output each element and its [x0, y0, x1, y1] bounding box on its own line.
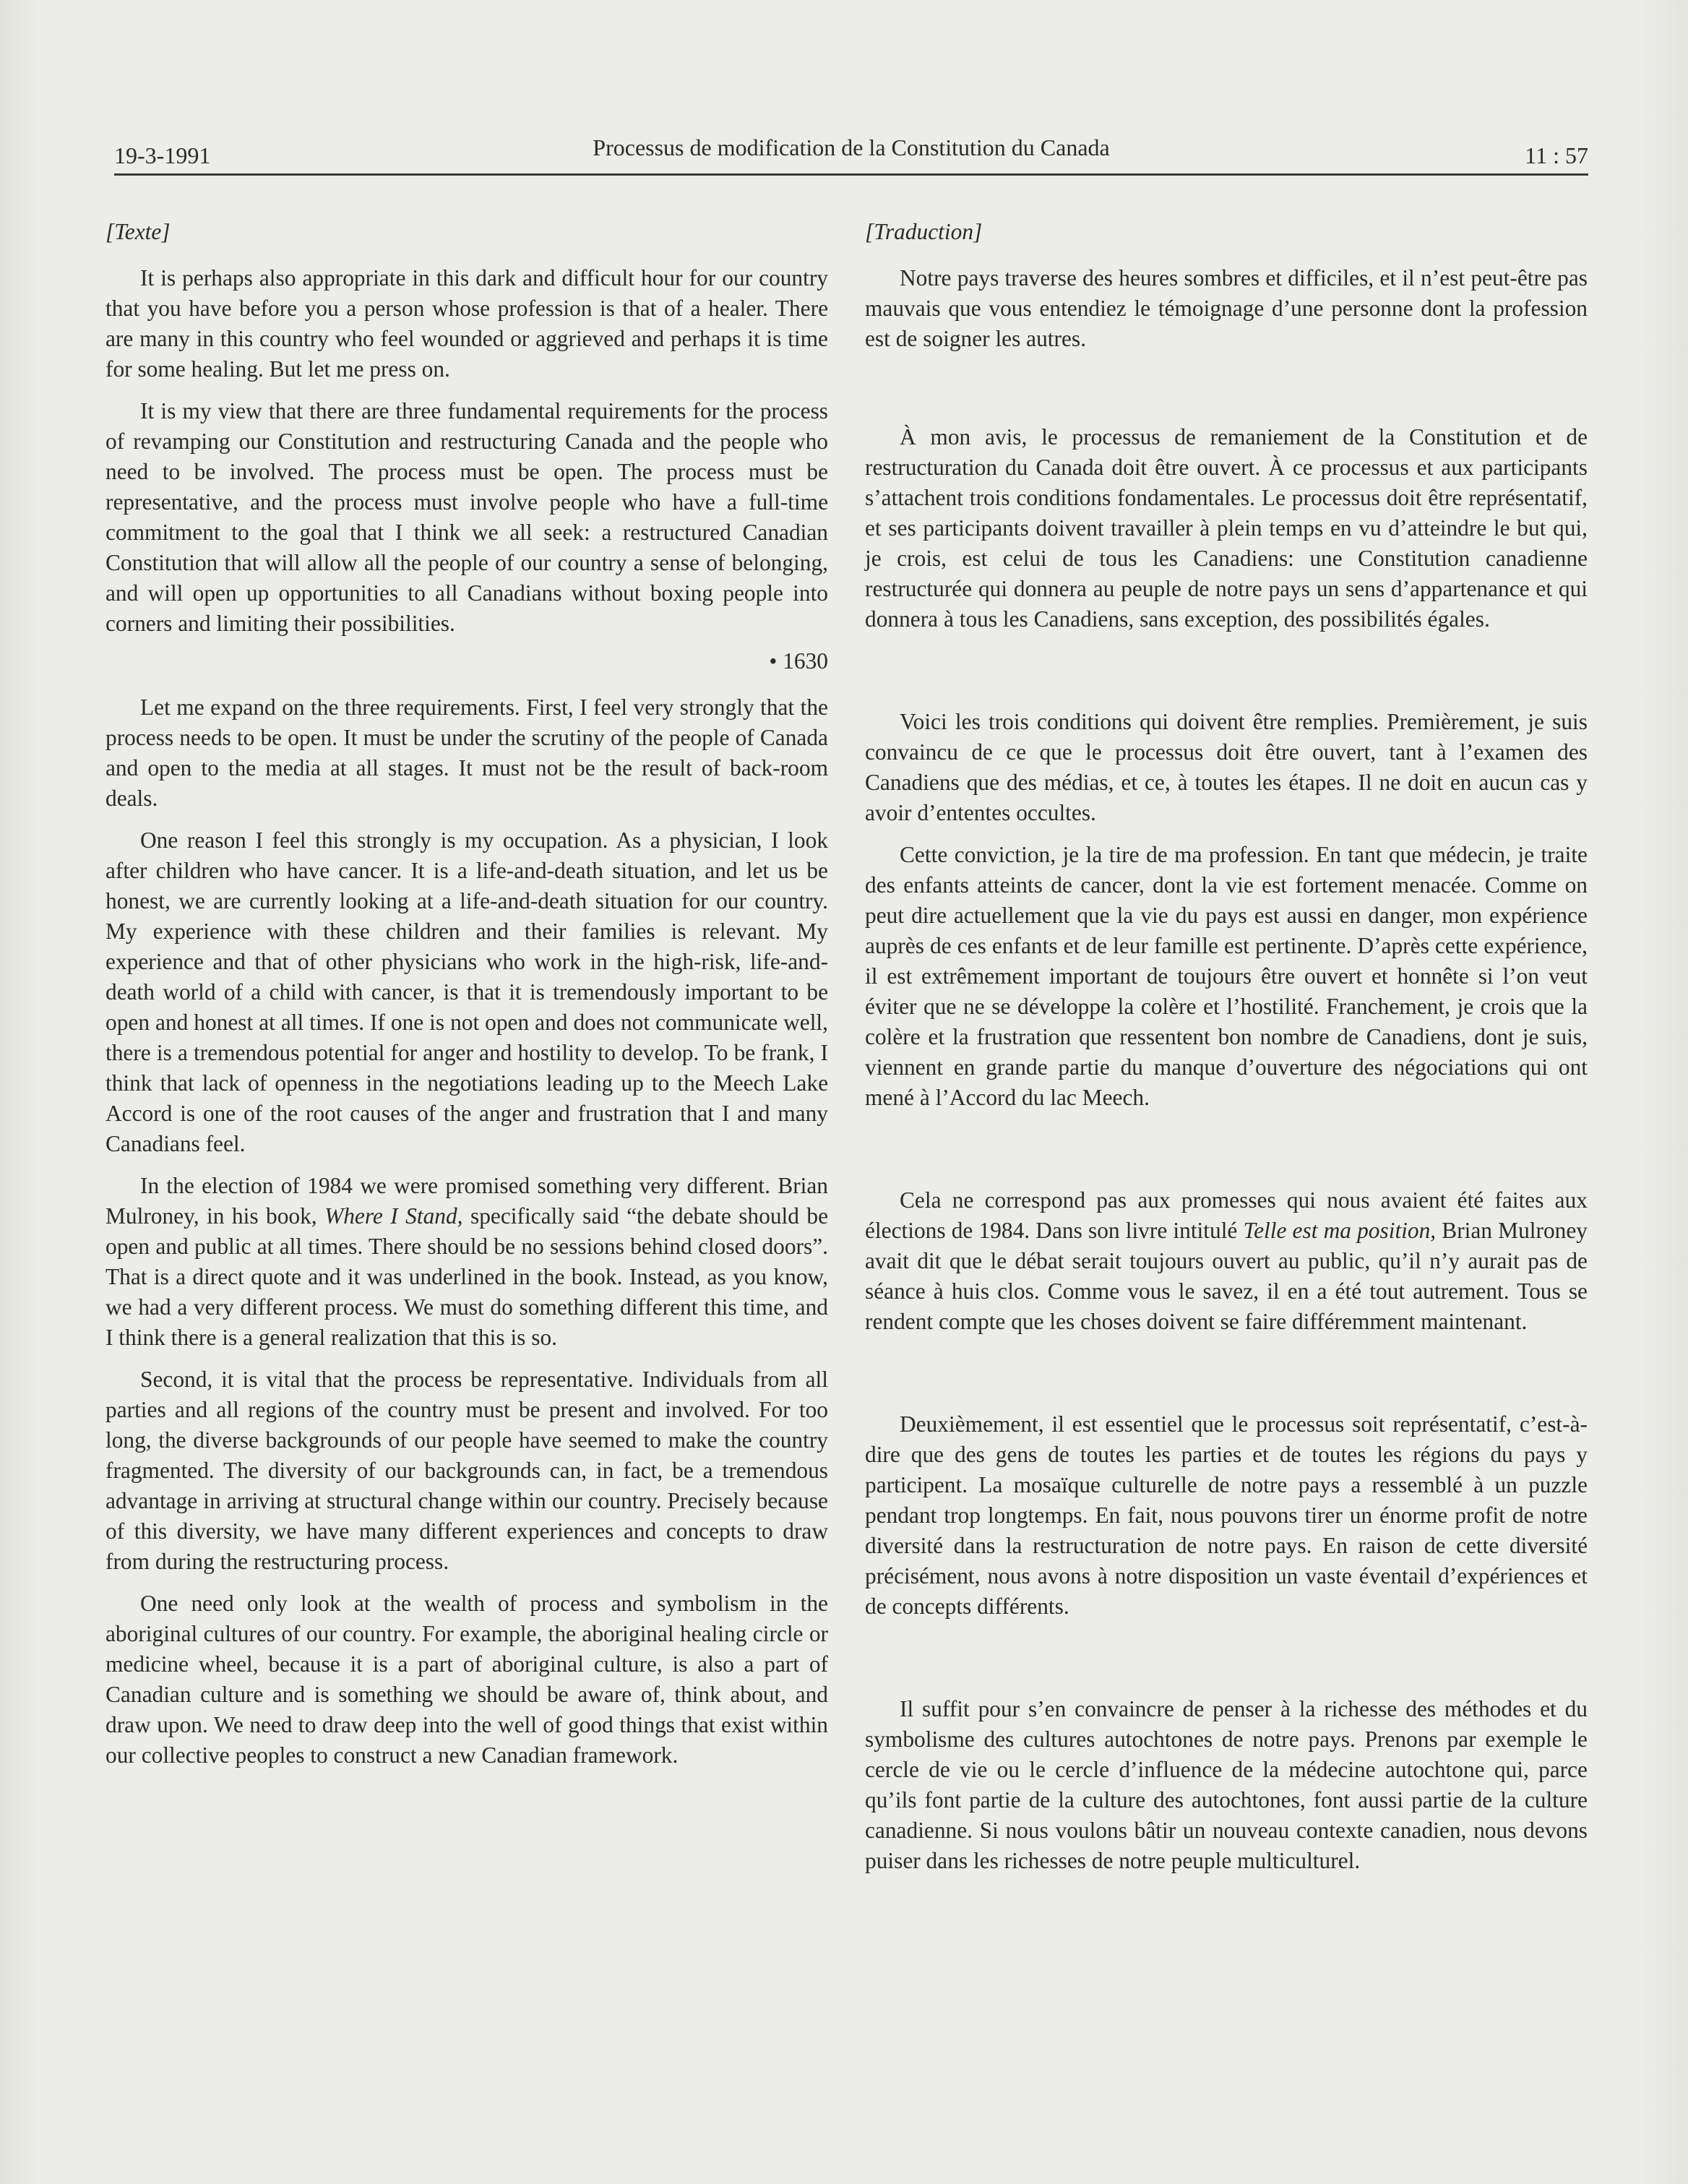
time-marker: • 1630 — [769, 648, 828, 674]
page-header — [114, 130, 1588, 176]
english-column — [106, 217, 828, 1771]
text-span: Brian Mulroney avait dit que le débat serait toujours ouvert au public, qu’il n’y aurait pas de séance à huis clos. Comme vous le savez, il en a été tout autrement. Tous se rendent compte que les choses doivent se faire différemment maintenant. — [865, 1218, 1588, 1334]
header-title: Processus de modification de la Constitution du Canada — [593, 134, 1110, 160]
paragraph: Notre pays traverse des heures sombres et difficiles, et il n’est peut-être pas mauvais que vous entendiez le témoignage d’une personne dont la profession est de soigner les autres. — [865, 265, 1588, 351]
header-date: 19-3-1991 — [114, 142, 211, 168]
column-label-traduction: [Traduction] — [865, 219, 983, 244]
paragraph — [106, 1171, 828, 1353]
paragraph — [865, 1185, 1588, 1337]
paragraph: Second, it is vital that the process be representative. Individuals from all parties and all regions of the country must be present and involved. For too long, the diverse backgrounds of our people have seemed to make the country fragmented. The diversity of our backgrounds can, in fact, be a tremendous advantage in arriving at structural change within our country. Precisely because of this diversity, we have many different experiences and concepts to draw from during the restructuring process. — [106, 1367, 828, 1574]
paragraph: Deuxièmement, il est essentiel que le processus soit représentatif, c’est-à-dire que des gens de toutes les parties et de toutes les régions du pays y participent. La mosaïque culturelle de notre pays a ressemblé à un puzzle pendant trop longtemps. En fait, nous pouvons tirer un énorme profit de notre diversité dans la restructuration de notre pays. En raison de cette diversité précisément, nous avons à notre disposition un vaste éventail d’expériences et de concepts différents. — [865, 1411, 1588, 1619]
paragraph: Cette conviction, je la tire de ma profession. En tant que médecin, je traite des enfants atteints de cancer, dont la vie est fortement menacée. Comme on peut dire actuellement que la vie du pays est aussi en danger, mon expérience auprès de ces enfants et de leur famille est pertinente. D’après cette expérience, il est extrêmement important de toujours être ouvert et honnête si l’on veut éviter que ne se développe la colère et l’hostilité. Franchement, je crois que la colère et la frustration que ressentent bon nombre de Canadiens, dont je suis, viennent en grande partie du manque d’ouverture des négociations qui ont mené à l’Accord du lac Meech. — [865, 842, 1588, 1110]
paragraph: Il suffit pour s’en convaincre de penser à la richesse des méthodes et du symbolisme des cultures autochtones de notre pays. Prenons par exemple le cercle de vie ou le cercle d’influence de la médecine autochtone qui, parce qu’ils font partie de la culture des autochtones, font aussi partie de la culture canadienne. Si nous voulons bâtir un nouveau contexte canadien, nous devons puiser dans les richesses de notre peuple multiculturel. — [865, 1696, 1588, 1873]
paragraph: Let me expand on the three requirements. First, I feel very strongly that the process needs to be open. It must be under the scrutiny of the people of Canada and open to the media at all stages. It must not be the result of back-room deals. — [106, 695, 828, 811]
paragraph: It is perhaps also appropriate in this dark and difficult hour for our country that you have before you a person whose profession is that of a healer. There are many in this country who feel wounded or aggrieved and perhaps it is time for some healing. But let me press on. — [106, 265, 828, 382]
text-span: specifically said “the debate should be open and public at all times. There should be no sessions behind closed doors”. That is a direct quote and it was underlined in the book. Instead, as you know, we had a very different process. We must do something different this time, and I think there is a general realization that this is so. — [106, 1203, 828, 1350]
paragraph: Voici les trois conditions qui doivent être remplies. Premièrement, je suis convaincu de ce que le processus doit être ouvert, tant à l’examen des Canadiens que des médias, et ce, à toutes les étapes. Il ne doit en aucun cas y avoir d’ententes occultes. — [865, 709, 1588, 825]
french-column — [865, 217, 1588, 1876]
book-title: Telle est ma position, — [1243, 1218, 1437, 1243]
book-title: Where I Stand, — [324, 1203, 463, 1229]
header-page-number: 11 : 57 — [1525, 142, 1588, 168]
text-span: Cela ne correspond pas aux promesses qui nous avaient été faites aux élections de 1984. Dans son livre intitulé — [865, 1187, 1588, 1243]
paragraph: One need only look at the wealth of process and symbolism in the aboriginal cultures of our country. For example, the aboriginal healing circle or medicine wheel, because it is a part of aboriginal culture, is also a part of Canadian culture and is something we should be aware of, think about, and draw upon. We need to draw deep into the well of good things that exist within our collective peoples to construct a new Canadian framework. — [106, 1591, 828, 1768]
text-span: In the election of 1984 we were promised something very different. Brian Mulroney, in his book, — [106, 1173, 828, 1229]
paragraph: It is my view that there are three fundamental requirements for the process of revamping our Constitution and restructuring Canada and the people who need to be involved. The process must be open. The process must be representative, and the process must involve people who have a full-time commitment to the goal that I think we all seek: a restructured Canadian Constitution that will allow all the people of our country a sense of belonging, and will open up opportunities to all Canadians without boxing people into corners and limiting their possibilities. — [106, 398, 828, 636]
paragraph: À mon avis, le processus de remaniement de la Constitution et de restructuration du Canada doit être ouvert. À ce processus et aux participants s’attachent trois conditions fondamentales. Le processus doit être représentatif, et ses participants doivent travailler à plein temps en vu d’atteindre le but qui, je crois, est celui de tous les Canadiens: une Constitution canadienne restructurée qui donnera au peuple de notre pays un sens d’appartenance et qui donnera à tous les Canadiens, sans exception, des possibilités égales. — [865, 424, 1588, 632]
paragraph: One reason I feel this strongly is my occupation. As a physician, I look after children who have cancer. It is a life-and-death situation, and let us be honest, we are currently looking at a life-and-death situation for our country. My experience with these children and their families is relevant. My experience and that of other physicians who work in the high-risk, life-and-death world of a child with cancer, is that it is tremendously important to be open and honest at all times. If one is not open and does not communicate well, there is a tremendous potential for anger and hostility to develop. To be frank, I think that lack of openness in the negotiations leading up to the Meech Lake Accord is one of the root causes of the anger and frustration that I and many Canadians feel. — [106, 827, 828, 1156]
column-label-texte: [Texte] — [106, 219, 171, 244]
